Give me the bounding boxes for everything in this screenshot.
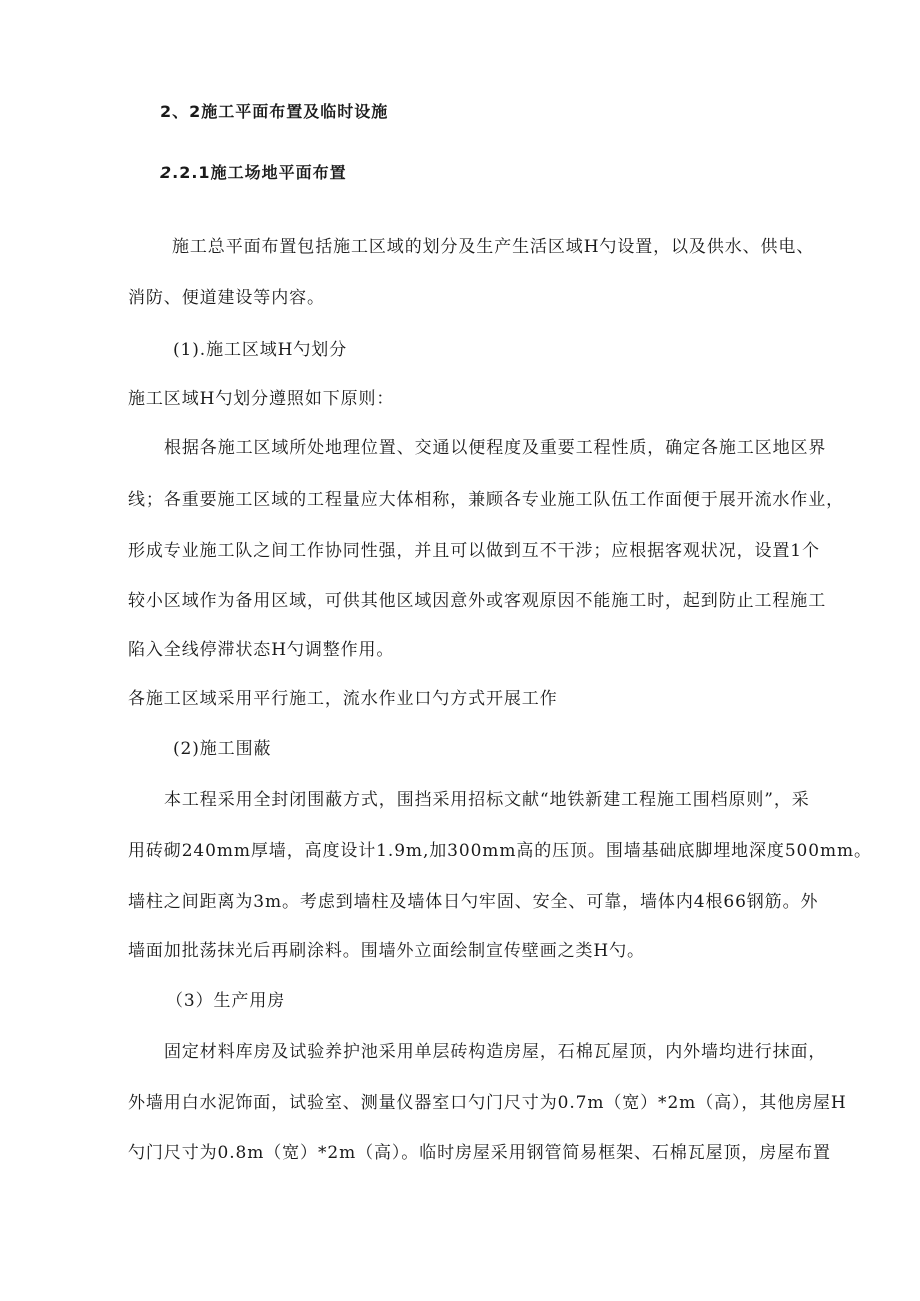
subsection-heading — [160, 162, 347, 184]
paragraph-line: 较小区域作为备用区域，可供其他区域因意外或客观原因不能施工时，起到防止工程施工 — [128, 591, 827, 611]
paragraph-line: 外墙用白水泥饰面，试验室、测量仪器室口勺门尺寸为0.7m（宽）*2m（高），其他房屋H — [128, 1093, 847, 1113]
paragraph-line: 勺门尺寸为0.8m（宽）*2m（高）。临时房屋采用钢管简易框架、石棉瓦屋顶，房屋布置 — [128, 1143, 831, 1163]
paragraph-line: 形成专业施工队之间工作协同性强，并且可以做到互不干涉；应根据客观状况，设置1个 — [128, 541, 820, 561]
paragraph-line: 各施工区域采用平行施工，流水作业口勺方式开展工作 — [128, 689, 558, 709]
paragraph-line: 根据各施工区域所处地理位置、交通以便程度及重要工程性质，确定各施工区地区界 — [164, 438, 827, 458]
item-title: (1).施工区域H勺划分 — [173, 340, 348, 360]
paragraph-line: 施工总平面布置包括施工区域的划分及生产生活区域H勺设置，以及供水、供电、 — [172, 237, 815, 257]
paragraph-line: 本工程采用全封闭围蔽方式，围挡采用招标文献“地铁新建工程施工围档原则”，采 — [164, 790, 810, 810]
paragraph-line: 墙面加批荡抹光后再刷涂料。围墙外立面绘制宣传壁画之类H勺。 — [128, 941, 645, 961]
paragraph-line: 施工区域H勺划分遵照如下原则： — [128, 389, 395, 409]
paragraph-line: 墙柱之间距离为3m。考虑到墙柱及墙体日勺牢固、安全、可靠，墙体内4根66钢筋。外 — [128, 892, 819, 912]
paragraph-line: 陷入全线停滞状态H勺调整作用。 — [128, 640, 395, 660]
subsection-title: .2.1施工场地平面布置 — [172, 163, 347, 182]
item-title: (2)施工围蔽 — [173, 739, 272, 759]
paragraph-line: 线；各重要施工区域的工程量应大体相称，兼顾各专业施工队伍工作面便于展开流水作业， — [128, 490, 844, 510]
paragraph-line: 消防、便道建设等内容。 — [128, 288, 325, 308]
paragraph-line: 固定材料库房及试验养护池采用单层砖构造房屋，石棉瓦屋顶，内外墙均进行抹面， — [164, 1042, 827, 1062]
paragraph-line: 用砖砌240mm厚墙，高度设计1.9m,加300mm高的压顶。围墙基础底脚埋地深度500mm。 — [128, 841, 872, 861]
subsection-number: 2 — [160, 163, 173, 182]
section-heading: 2、2施工平面布置及临时设施 — [160, 102, 389, 121]
item-title: （3）生产用房 — [166, 991, 286, 1011]
